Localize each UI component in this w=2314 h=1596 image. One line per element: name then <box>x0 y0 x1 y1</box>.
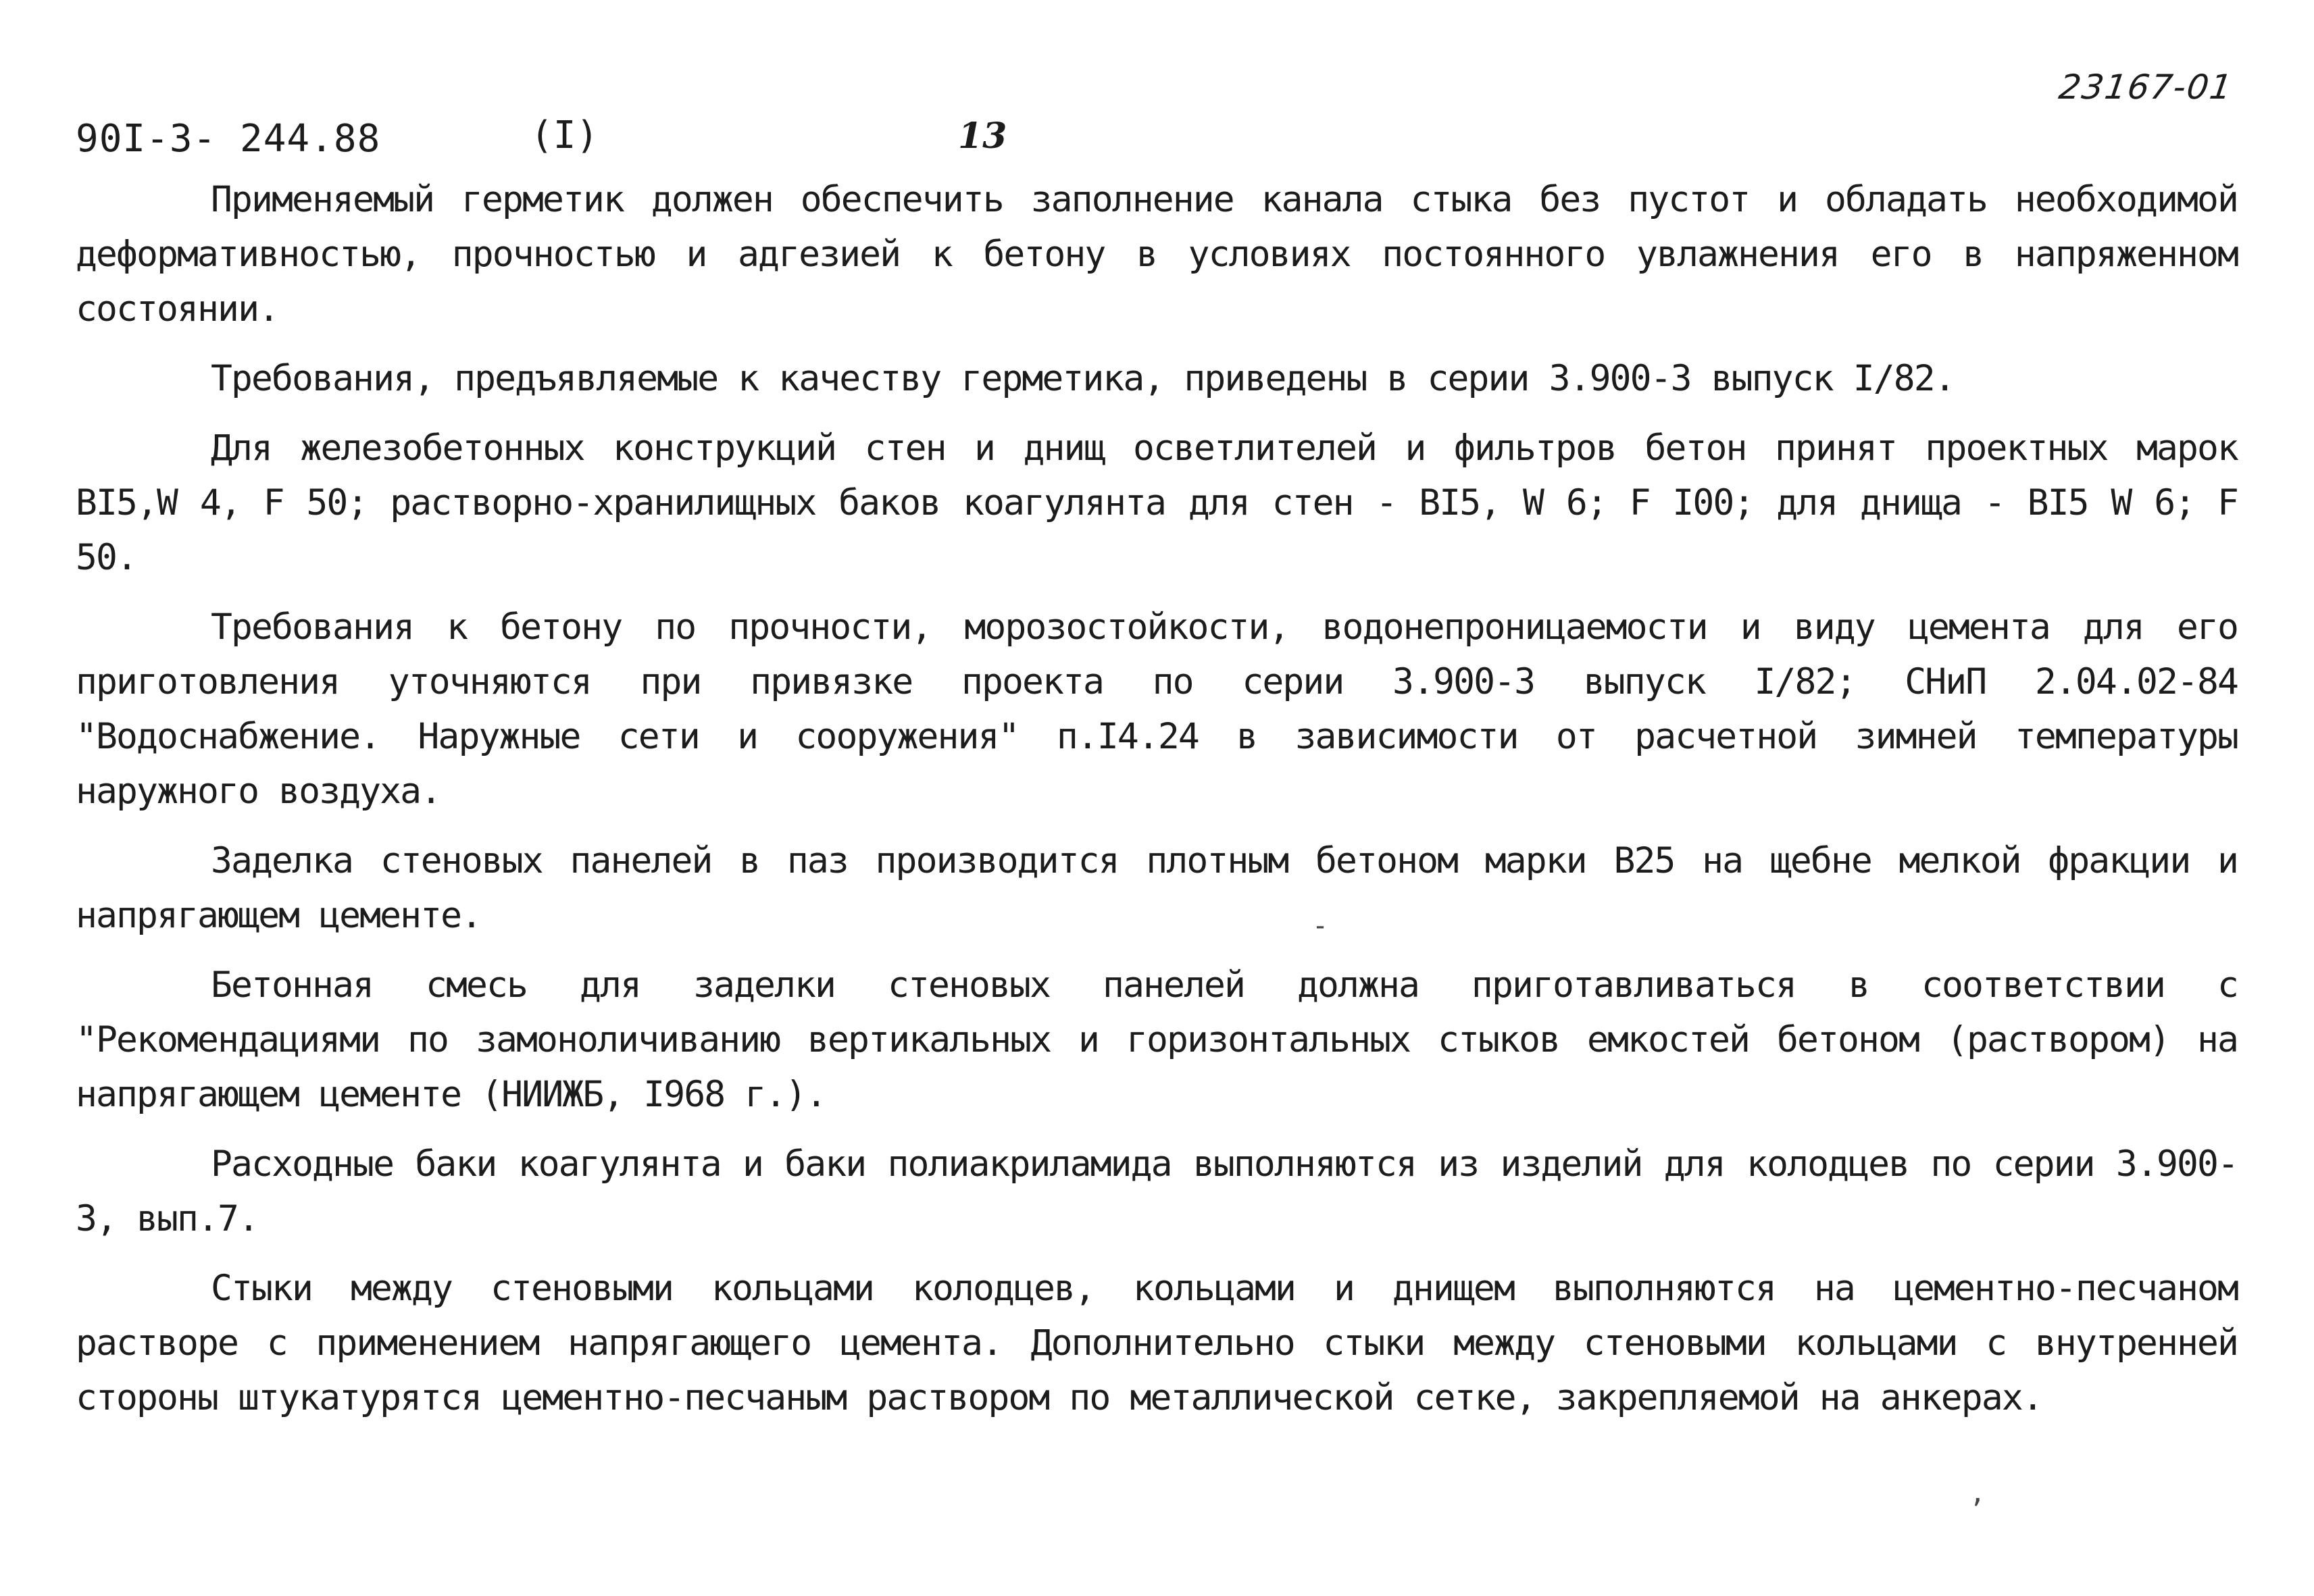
paragraph-sealant: Применяемый герметик должен обеспечить заполнение канала стыка без пустот и обладать необходимой деформативностью, прочностью и адгезией к бетону в условиях постоянного увлажнения его в напряженном состоянии. <box>76 179 2238 330</box>
paragraph-concrete-requirements: Требования к бетону по прочности, морозостойкости, водонепроницаемости и виду цемента для его приготовления уточняются при привязке проекта по серии 3.900-3 выпуск I/82; СНиП 2.04.02-84 "Водоснабжение. Наружные сети и сооружения" п.I4.24 в зависимости от расчетной зимней температуры наружного воздуха. <box>76 607 2238 812</box>
document-part-number: (I) <box>530 113 599 157</box>
document-code: 90I-3- 244.88 <box>76 117 381 161</box>
paragraph-sealant-requirements: Требования, предъявляемые к качеству герметика, приведены в серии 3.900-3 выпуск I/82. <box>211 358 1955 399</box>
paragraph-tanks: Расходные баки коагулянта и баки полиакриламида выполняются из изделий для колодцев по серии 3.900-3, вып.7. <box>76 1143 2238 1239</box>
paragraph-concrete-mix: Бетонная смесь для заделки стеновых панелей должна приготавливаться в соответствии с "Рекомендациями по замоноличиванию вертикальных и горизонтальных стыков емкостей бетоном (раствором) на напрягающем цементе (НИИЖБ, I968 г.). <box>76 964 2238 1115</box>
scan-speck: , <box>1969 1478 1986 1509</box>
paragraph-panel-embedding: Заделка стеновых панелей в паз производится плотным бетоном марки В25 на щебне мелкой фракции и напрягающем цементе. <box>76 840 2238 936</box>
paragraph-concrete-grades: Для железобетонных конструкций стен и днищ осветлителей и фильтров бетон принят проектных марок ВI5,W 4, F 50; растворно-хранилищных баков коагулянта для стен - ВI5, W 6; F I00; для днища - ВI5 W 6; F 50. <box>76 428 2238 578</box>
paragraph-joints: Стыки между стеновыми кольцами колодцев, кольцами и днищем выполняются на цементно-песчаном растворе с применением напрягающего цемента. Дополнительно стыки между стеновыми кольцами с внутренней стороны штукатурятся цементно-песчаным раствором по металлической сетке, закрепляемой на анкерах. <box>76 1268 2238 1418</box>
scan-speck: - <box>1312 910 1329 942</box>
document-body <box>76 172 2238 1440</box>
archive-stamp-number: 23167-01 <box>2056 68 2236 107</box>
page-number: 13 <box>958 115 1007 157</box>
